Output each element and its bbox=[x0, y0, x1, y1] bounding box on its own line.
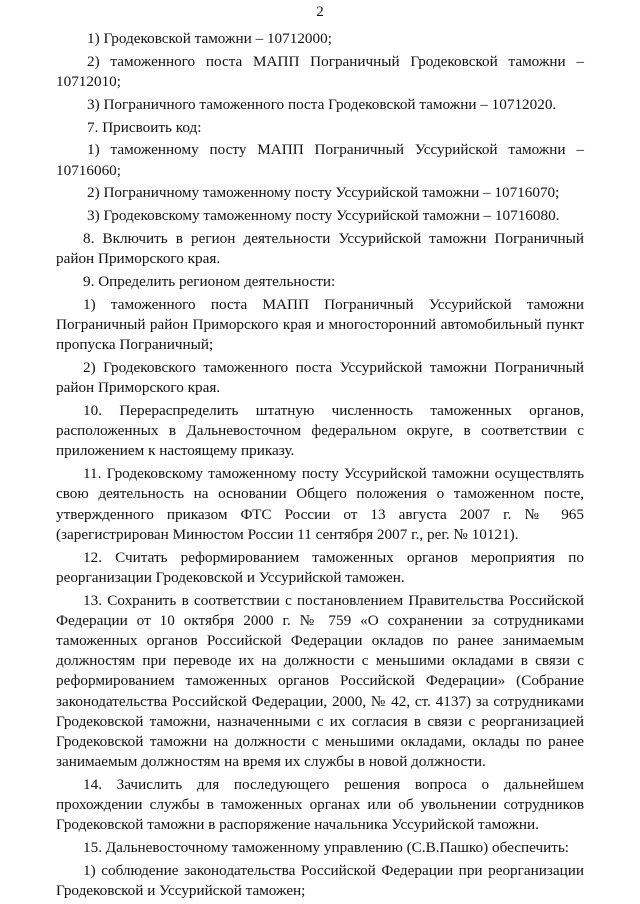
list-item-7-3: 3) Гродековскому таможенному посту Уссурийской таможни – 10716080. bbox=[87, 207, 560, 225]
document-body bbox=[56, 29, 584, 904]
list-item-7-2: 2) Пограничному таможенному посту Уссурийской таможни – 10716070; bbox=[87, 184, 560, 202]
clause-13: 13. Сохранить в соответствии с постановлением Правительства Российской Федерации от 10 октября 2000 г. № 759 «О сохранении за сотрудниками таможенных органов Российской Федерации окладов по ранее занимаемым должностям при переводе их на должности с меньшими окладами в связи с реформированием таможенных органов Российской Федерации» (Собрание законодательства Российской Федерации, 2000, № 42, ст. 4137) за сотрудниками Гродековской таможни, назначенными с их согласия в связи с реорганизацией Гродековской таможни на должности с меньшими окладами, оклады по ранее занимаемым должностям на время их службы в новой должности. bbox=[56, 591, 584, 771]
clause-10: 10. Перераспределить штатную численность таможенных органов, расположенных в Дальневосточном федеральном округе, в соответствии с приложением к настоящему приказу. bbox=[56, 401, 584, 460]
list-item-9-2: 2) Гродековского таможенного поста Уссурийской таможни Пограничный район Приморского края. bbox=[56, 358, 584, 397]
clause-14: 14. Зачислить для последующего решения вопроса о дальнейшем прохождении службы в таможенных органах или об увольнении сотрудников Гродековской таможни в распоряжение начальника Уссурийской таможни. bbox=[56, 776, 584, 834]
list-item-1-gr-customs: 1) Гродековской таможни – 10712000; bbox=[87, 30, 332, 47]
list-item-15-1: 1) соблюдение законодательства Российской Федерации при реорганизации Гродековской и Уссурийской таможен; bbox=[56, 862, 584, 900]
list-item-3-pogr-post: 3) Пограничного таможенного поста Гродековской таможни – 10712020. bbox=[87, 95, 557, 113]
clause-8: 8. Включить в регион деятельности Уссурийской таможни Пограничный район Приморского края. bbox=[56, 229, 584, 268]
clause-11: 11. Гродековскому таможенному посту Уссурийской таможни осуществлять свою деятельность на основании Общего положения о таможенном посте, утвержденного приказом ФТС России от 13 августа 2007 г. № 965 (зарегистрирован Минюстом России 11 сентября 2007 г., рег. № 10121). bbox=[56, 465, 584, 543]
clause-12: 12. Считать реформированием таможенных органов мероприятия по реорганизации Гродековской и Уссурийской таможен. bbox=[56, 548, 584, 586]
list-item-9-1: 1) таможенного поста МАПП Пограничный Уссурийской таможни Пограничный район Приморского края и многосторонний автомобильный пункт пропуска Пограничный; bbox=[56, 295, 584, 354]
page-number: 2 bbox=[316, 4, 324, 20]
clause-7: 7. Присвоить код: bbox=[87, 118, 202, 136]
list-item-2-mapp-post: 2) таможенного поста МАПП Пограничный Гродековской таможни – 10712010; bbox=[56, 52, 584, 90]
clause-9: 9. Определить регионом деятельности: bbox=[83, 272, 336, 290]
clause-15: 15. Дальневосточному таможенному управлению (С.В.Пашко) обеспечить: bbox=[83, 839, 569, 857]
list-item-7-1: 1) таможенному посту МАПП Пограничный Уссурийской таможни – 10716060; bbox=[56, 141, 584, 179]
